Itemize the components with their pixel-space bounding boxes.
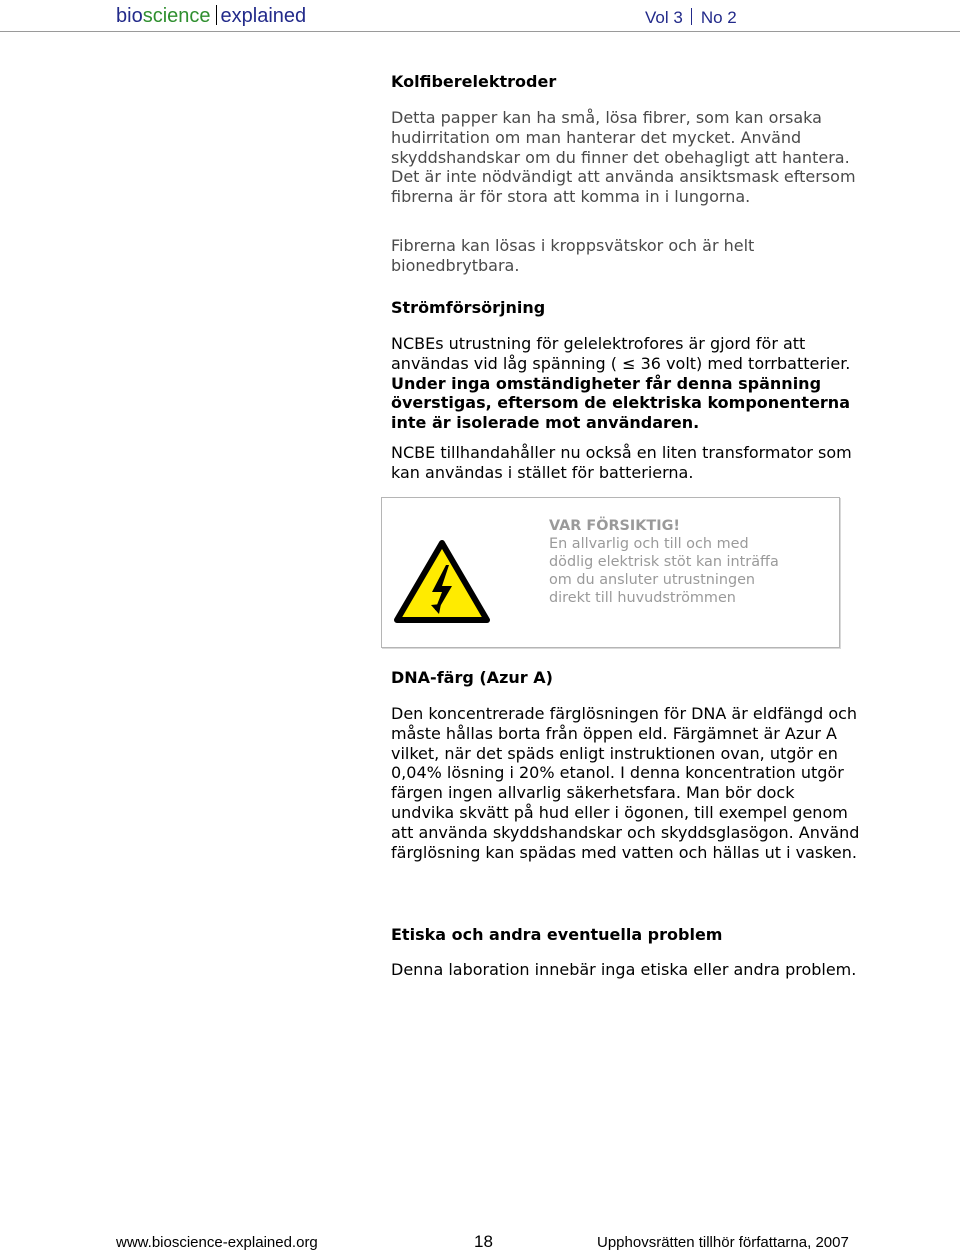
warning-box: [381, 497, 840, 648]
issue-divider: [691, 8, 692, 25]
heading-dna-farg: DNA-färg (Azur A): [391, 668, 553, 687]
volume-label: Vol 3: [645, 8, 683, 27]
paragraph-fibers-biodegradable: Fibrerna kan lösas i kroppsvätskor och är helt bionedbrytbara.: [391, 236, 755, 275]
footer-page-number: 18: [474, 1232, 493, 1251]
header-divider: [0, 31, 960, 32]
brand-divider: [216, 5, 217, 25]
brand-science: science: [142, 5, 211, 27]
page-header: [0, 0, 960, 31]
brand-explained: explained: [220, 5, 307, 27]
high-voltage-warning-icon: [394, 540, 490, 624]
paragraph-fibers-handling: Detta papper kan ha små, lösa fibrer, som kan orsaka hudirritation om man hanterar det mycket. Använd skyddshandskar om du finner det obehagligt att hantera. Det är inte nödvändigt att använda ansiktsmask eftersom fibrerna är för stora att komma in i lungorna.: [391, 108, 856, 207]
paragraph-azur-a: Den koncentrerade färglösningen för DNA är eldfängd och måste hållas borta från öppen eld. Färgämnet är Azur A vilket, när det späds enligt instruktionen ovan, utgör en 0,04% lösning i 20% etanol. I denna koncentration utgör färgen ingen allvarlig säkerhetsfara. Man bör dock undvika skvätt på hud eller i ögonen, till exempel genom att använda skyddshandskar och skyddsglasögon. Använd färglösning kan spädas med vatten och hällas ut i vasken.: [391, 704, 860, 862]
brand-bio: bio: [116, 5, 143, 27]
voltage-text: NCBEs utrustning för gelelektrofores är gjord för att användas vid låg spänning ( ≤ 36 volt) med torrbatterier.: [391, 334, 851, 373]
warning-body: En allvarlig och till och med dödlig elektrisk stöt kan inträffa om du ansluter utrustningen direkt till huvudströmmen: [549, 536, 779, 606]
footer-website: www.bioscience-explained.org: [116, 1234, 318, 1251]
journal-logo: [116, 5, 306, 28]
warning-title: VAR FÖRSIKTIG!: [549, 518, 680, 534]
paragraph-transformer: NCBE tillhandahåller nu också en liten transformator som kan användas i stället för batterierna.: [391, 443, 852, 482]
issue-info: [645, 8, 737, 28]
heading-etiska-problem: Etiska och andra eventuella problem: [391, 925, 723, 944]
voltage-warning-text: Under inga omständigheter får denna spänning överstigas, eftersom de elektriska komponenterna inte är isolerade mot användaren.: [391, 373, 850, 433]
heading-stromforsorjning: Strömförsörjning: [391, 298, 546, 317]
footer-copyright: Upphovsrätten tillhör författarna, 2007: [597, 1234, 849, 1251]
heading-kolfiberelektroder: Kolfiberelektroder: [391, 72, 557, 91]
paragraph-voltage: [391, 334, 861, 433]
warning-text: [549, 517, 789, 607]
paragraph-ethics: Denna laboration innebär inga etiska eller andra problem.: [391, 960, 857, 979]
number-label: No 2: [700, 8, 737, 27]
